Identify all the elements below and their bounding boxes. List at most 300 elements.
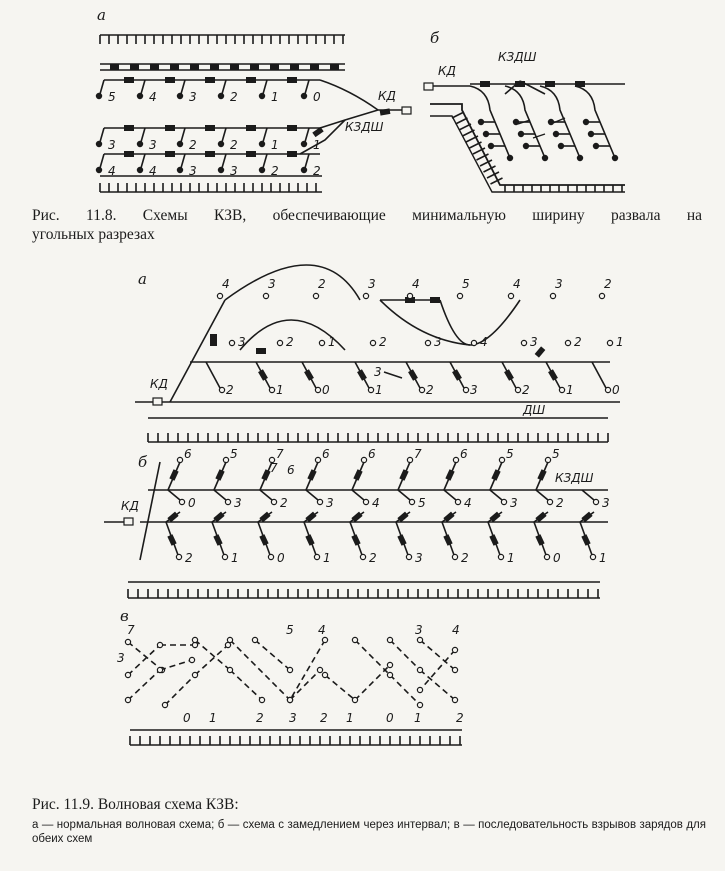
fig-11-9b-upper-number: 4 bbox=[372, 496, 380, 510]
fig-11-8a-charge bbox=[137, 93, 142, 98]
fig-11-9v-bottom-number: 1 bbox=[414, 711, 422, 725]
fig-11-8a-number: 1 bbox=[271, 138, 279, 152]
fig-11-9a-charge bbox=[313, 293, 318, 298]
fig-11-8a-feed-line bbox=[320, 80, 378, 110]
fig-11-9v-charge bbox=[162, 702, 167, 707]
fig-11-9b-charge bbox=[409, 499, 414, 504]
fig-11-8b-charge bbox=[583, 119, 588, 124]
fig-11-9-caption-title: Рис. 11.9. Волновая схема КЗВ: bbox=[32, 796, 239, 813]
fig-11-9b-branch bbox=[444, 462, 456, 490]
fig-11-8a-branch bbox=[181, 154, 185, 168]
fig-11-9b-charge bbox=[268, 554, 273, 559]
fig-11-9v-number: 4 bbox=[452, 623, 460, 637]
fig-11-8a-relay bbox=[165, 151, 175, 157]
fig-11-8a-number: 3 bbox=[189, 164, 197, 178]
fig-11-9a-charge bbox=[508, 293, 513, 298]
fig-11-9a-relay bbox=[304, 369, 314, 380]
fig-11-9b-top-number: 7 bbox=[414, 447, 422, 461]
fig-11-8b-charge bbox=[558, 143, 563, 148]
fig-11-9a-charge bbox=[457, 293, 462, 298]
fig-11-9v-number: 3 bbox=[117, 651, 125, 665]
fig-11-9b-lower-number: 0 bbox=[553, 551, 561, 565]
fig-11-8a-charge bbox=[301, 167, 306, 172]
fig-11-9b-upper-number: 2 bbox=[556, 496, 564, 510]
fig-11-9b-charge bbox=[498, 554, 503, 559]
fig-11-9b-charge bbox=[225, 499, 230, 504]
fig-11-9b-charge bbox=[314, 554, 319, 559]
fig-11-8a-number: 3 bbox=[230, 164, 238, 178]
fig-11-9a-branch bbox=[206, 362, 220, 388]
fig-11-8a-relay bbox=[165, 77, 175, 83]
fig-11-9b-branch bbox=[398, 490, 410, 500]
fig-11-9a-relay bbox=[210, 334, 217, 346]
fig-11-9b-top-number: 6 bbox=[460, 447, 468, 461]
fig-11-9b-upper-number: 4 bbox=[464, 496, 472, 510]
fig-11-9b-kzdsh-label: КЗДШ bbox=[555, 471, 594, 485]
fig-11-9b-lower-number: 2 bbox=[369, 551, 377, 565]
fig-11-9b-lower-number: 1 bbox=[231, 551, 239, 565]
fig-11-9a-charge bbox=[425, 340, 430, 345]
fig-11-9b-note-seven: 7 bbox=[270, 461, 278, 475]
fig-11-8a-relay bbox=[246, 125, 256, 131]
fig-11-8a-charge bbox=[259, 167, 264, 172]
fig-11-9b-charge bbox=[177, 457, 182, 462]
fig-11-9v-charge bbox=[387, 637, 392, 642]
fig-11-8a-band-mark bbox=[130, 64, 139, 70]
fig-11-9b-upper-number: 3 bbox=[326, 496, 334, 510]
fig-11-9v-bottom-number: 2 bbox=[320, 711, 328, 725]
fig-11-9b-lower-number: 1 bbox=[507, 551, 515, 565]
fig-11-8a-number: 2 bbox=[230, 90, 238, 104]
fig-11-9v-dashed-link bbox=[390, 640, 420, 670]
fig-11-8a-branch bbox=[263, 154, 267, 168]
fig-11-9a-top-number: 4 bbox=[222, 277, 230, 291]
fig-11-8a-branch bbox=[305, 154, 309, 168]
fig-11-9a-kd-box bbox=[153, 398, 162, 405]
fig-11-8a-title: а bbox=[97, 6, 106, 24]
fig-11-9b-top-number: 5 bbox=[230, 447, 238, 461]
fig-11-9b-charge bbox=[544, 554, 549, 559]
fig-11-9b-relay bbox=[351, 534, 360, 545]
fig-11-9v-bottom-number: 0 bbox=[386, 711, 394, 725]
fig-11-9a-bot-number: 2 bbox=[426, 383, 434, 397]
fig-11-9b-charge bbox=[452, 554, 457, 559]
fig-11-8a-charge bbox=[301, 141, 306, 146]
fig-11-9v-charge bbox=[125, 672, 130, 677]
fig-11-9a-charge bbox=[515, 387, 520, 392]
fig-11-9v-dashed-link bbox=[195, 645, 228, 675]
fig-11-9a-charge bbox=[269, 387, 274, 392]
fig-11-9v-charge bbox=[189, 657, 194, 662]
fig-11-9v-charge bbox=[417, 667, 422, 672]
fig-11-9b-charge bbox=[590, 554, 595, 559]
fig-11-8a-band-mark bbox=[270, 64, 279, 70]
fig-11-9b-charge bbox=[223, 457, 228, 462]
fig-11-9b-branch bbox=[168, 490, 180, 500]
fig-11-8a-relay bbox=[287, 151, 297, 157]
fig-11-8a-band-mark bbox=[330, 64, 339, 70]
fig-11-9v-number: 5 bbox=[286, 623, 294, 637]
fig-11-9b-charge bbox=[315, 457, 320, 462]
fig-11-8b-kd-label: КД bbox=[438, 64, 456, 78]
fig-11-9a-charge bbox=[463, 387, 468, 392]
fig-11-9v-dashed-link bbox=[195, 640, 230, 670]
fig-11-9v-dashed-link bbox=[230, 640, 290, 700]
fig-11-8a-relay bbox=[205, 125, 215, 131]
fig-11-9a-charge bbox=[277, 340, 282, 345]
fig-11-9a-mid-number: 3 bbox=[238, 335, 246, 349]
fig-11-8b-charge bbox=[588, 131, 593, 136]
fig-11-8a-kd-label: КД bbox=[378, 89, 396, 103]
fig-11-8a-charge bbox=[96, 167, 101, 172]
fig-11-9v-dashed-link bbox=[128, 642, 162, 670]
fig-11-9a-mid-number: 2 bbox=[574, 335, 582, 349]
fig-11-8a-number: 2 bbox=[189, 138, 197, 152]
fig-11-9a-charge bbox=[471, 340, 476, 345]
fig-11-9a-mid-dip bbox=[380, 300, 470, 345]
fig-11-8a-charge bbox=[137, 167, 142, 172]
fig-11-9b-charge bbox=[176, 554, 181, 559]
fig-11-9a-bot-number: 2 bbox=[226, 383, 234, 397]
fig-11-9v-charge bbox=[387, 672, 392, 677]
fig-11-9b-charge bbox=[179, 499, 184, 504]
fig-11-9a-bot-number: 0 bbox=[612, 383, 620, 397]
fig-11-9b-charge bbox=[407, 457, 412, 462]
fig-11-9b-title: б bbox=[138, 453, 148, 471]
fig-11-9b-relay bbox=[535, 534, 544, 545]
fig-11-9b-charge bbox=[499, 457, 504, 462]
fig-11-8a-number: 4 bbox=[149, 164, 157, 178]
fig-11-8a-number: 2 bbox=[313, 164, 321, 178]
fig-11-9a-top-number: 3 bbox=[555, 277, 563, 291]
fig-11-9v-charge bbox=[192, 672, 197, 677]
fig-11-8b-hatch bbox=[459, 124, 471, 130]
fig-11-8b-hatch bbox=[452, 112, 464, 118]
fig-11-9b-top-number: 6 bbox=[322, 447, 330, 461]
fig-11-8a-branch bbox=[222, 154, 226, 168]
fig-11-9v-charge bbox=[192, 637, 197, 642]
fig-11-9a-charge bbox=[229, 340, 234, 345]
fig-11-8b-relay bbox=[480, 81, 490, 87]
fig-11-9v-charge bbox=[317, 667, 322, 672]
fig-11-9b-branch bbox=[582, 490, 594, 500]
fig-11-8a-number: 3 bbox=[189, 90, 197, 104]
fig-11-9a-bot-number: 3 bbox=[470, 383, 478, 397]
fig-11-8a-band-mark bbox=[250, 64, 259, 70]
fig-11-9v-number: 7 bbox=[127, 623, 135, 637]
fig-11-9a-charge bbox=[605, 387, 610, 392]
fig-11-9v-charge bbox=[227, 637, 232, 642]
fig-11-9a-mid-number: 1 bbox=[328, 335, 336, 349]
fig-11-9a-relay bbox=[452, 369, 462, 380]
fig-11-9a-charge bbox=[315, 387, 320, 392]
fig-11-9v-charge bbox=[452, 647, 457, 652]
fig-11-9a-charge bbox=[319, 340, 324, 345]
fig-11-9b-branch bbox=[490, 462, 502, 490]
fig-11-9a-mid-number: 3 bbox=[530, 335, 538, 349]
fig-11-9v-dashed-link bbox=[160, 660, 192, 670]
fig-11-9v-charge bbox=[322, 672, 327, 677]
fig-11-8a-branch bbox=[263, 80, 267, 94]
fig-11-9v-charge bbox=[452, 667, 457, 672]
fig-11-9b-branch bbox=[214, 490, 226, 500]
fig-11-8b-title: б bbox=[430, 29, 440, 47]
fig-11-8a-band-mark bbox=[170, 64, 179, 70]
fig-11-9b-charge bbox=[547, 499, 552, 504]
fig-11-9a-charge bbox=[565, 340, 570, 345]
fig-11-9v-charge bbox=[227, 667, 232, 672]
fig-11-8a-band-mark bbox=[190, 64, 199, 70]
fig-11-9b-kd-label: КД bbox=[121, 499, 139, 513]
fig-11-8a-kzdsh-label: КЗДШ bbox=[345, 120, 384, 134]
fig-11-8b-charge bbox=[483, 131, 488, 136]
fig-11-8b-charge bbox=[488, 143, 493, 148]
fig-11-9b-riser bbox=[140, 462, 160, 560]
fig-11-9a-bot-number: 1 bbox=[276, 383, 284, 397]
fig-11-9b-charge bbox=[317, 499, 322, 504]
fig-11-8b-charge bbox=[523, 143, 528, 148]
fig-11-9a-charge bbox=[559, 387, 564, 392]
fig-11-9a-top-number: 5 bbox=[462, 277, 470, 291]
fig-11-8a-branch bbox=[141, 154, 145, 168]
fig-11-8a-branch bbox=[222, 80, 226, 94]
fig-11-9v-charge bbox=[252, 637, 257, 642]
fig-11-8b-lead bbox=[520, 81, 545, 94]
fig-11-9a-riser bbox=[170, 300, 225, 402]
fig-11-8a-relay bbox=[246, 151, 256, 157]
fig-11-9v-number: 4 bbox=[318, 623, 326, 637]
fig-11-8a-relay bbox=[124, 151, 134, 157]
fig-11-9a-note-pointer bbox=[384, 372, 402, 378]
fig-11-9b-charge bbox=[593, 499, 598, 504]
fig-11-9b-upper-number: 2 bbox=[280, 496, 288, 510]
fig-11-8a-number: 2 bbox=[230, 138, 238, 152]
fig-11-8b-charge bbox=[612, 155, 617, 160]
fig-11-9a-mid-number: 4 bbox=[480, 335, 488, 349]
fig-11-9v-charge bbox=[157, 667, 162, 672]
fig-11-9b-kd-box bbox=[124, 518, 133, 525]
fig-11-9a-charge bbox=[607, 340, 612, 345]
fig-11-8a-charge bbox=[218, 93, 223, 98]
fig-11-9b-charge bbox=[361, 457, 366, 462]
fig-11-9v-charge bbox=[352, 697, 357, 702]
fig-11-8b-charge bbox=[577, 155, 582, 160]
fig-11-8a-band-mark bbox=[310, 64, 319, 70]
fig-11-9a-top-number: 3 bbox=[268, 277, 276, 291]
fig-11-9v-charge bbox=[387, 662, 392, 667]
fig-11-8a-branch bbox=[100, 80, 104, 94]
fig-11-9a-charge bbox=[550, 293, 555, 298]
fig-11-8a-charge bbox=[259, 141, 264, 146]
fig-11-8a-band-mark bbox=[290, 64, 299, 70]
fig-11-8a-number: 4 bbox=[149, 90, 157, 104]
fig-11-8a-charge bbox=[96, 141, 101, 146]
fig-11-9b-lower-number: 2 bbox=[461, 551, 469, 565]
fig-11-8a-charge bbox=[218, 141, 223, 146]
fig-11-9b-relay bbox=[305, 534, 314, 545]
fig-11-9b-branch bbox=[444, 490, 456, 500]
fig-11-9b-lower-number: 1 bbox=[599, 551, 607, 565]
fig-11-8a-branch bbox=[263, 128, 267, 142]
fig-11-9a-dsh-label: ДШ bbox=[523, 403, 546, 417]
fig-11-8a-band-mark bbox=[230, 64, 239, 70]
fig-11-8a-branch bbox=[141, 128, 145, 142]
fig-11-9a-arch-left bbox=[225, 265, 360, 300]
fig-11-9v-charge bbox=[287, 697, 292, 702]
fig-11-9b-charge bbox=[360, 554, 365, 559]
fig-11-8b-charge bbox=[518, 131, 523, 136]
fig-11-9a-relay bbox=[357, 369, 367, 380]
fig-11-8-caption-line1: Рис. 11.8. Схемы КЗВ, обеспечивающие минимальную ширину развала на bbox=[32, 207, 702, 224]
fig-11-8b-kd-box bbox=[424, 83, 433, 90]
fig-11-9v-charge bbox=[417, 702, 422, 707]
fig-11-8a-number: 1 bbox=[271, 90, 279, 104]
fig-11-9a-bot-number: 2 bbox=[522, 383, 530, 397]
fig-11-8a-relay bbox=[124, 125, 134, 131]
fig-11-9v-title: в bbox=[120, 607, 129, 625]
fig-11-8b-bench-inner bbox=[430, 116, 625, 192]
fig-11-9a-charge bbox=[407, 293, 412, 298]
fig-11-9a-top-number: 4 bbox=[412, 277, 420, 291]
fig-11-9a-charge bbox=[363, 293, 368, 298]
fig-11-9b-note-six: 6 bbox=[287, 463, 295, 477]
fig-11-9a-top-number: 2 bbox=[604, 277, 612, 291]
fig-11-9v-dashed-link bbox=[128, 645, 160, 675]
fig-11-9b-branch bbox=[536, 490, 548, 500]
fig-11-9v-charge bbox=[125, 639, 130, 644]
fig-11-9b-relay bbox=[489, 534, 498, 545]
fig-11-9a-charge bbox=[219, 387, 224, 392]
fig-11-9b-charge bbox=[363, 499, 368, 504]
fig-11-9b-branch bbox=[536, 462, 548, 490]
fig-11-9a-relay bbox=[256, 348, 266, 354]
fig-11-9a-relay bbox=[430, 297, 440, 303]
fig-11-9b-relay bbox=[443, 534, 452, 545]
fig-11-9a-charge bbox=[419, 387, 424, 392]
fig-11-9v-charge bbox=[417, 687, 422, 692]
fig-11-9v-charge bbox=[125, 697, 130, 702]
fig-11-8a-band-mark bbox=[210, 64, 219, 70]
fig-11-9v-bottom-number: 2 bbox=[256, 711, 264, 725]
fig-11-8a-branch bbox=[305, 128, 309, 142]
fig-11-9b-branch bbox=[306, 462, 318, 490]
fig-11-8a-charge bbox=[177, 167, 182, 172]
fig-11-9v-dashed-link bbox=[390, 675, 420, 705]
fig-11-9b-relay bbox=[167, 534, 176, 545]
fig-11-8a-number: 3 bbox=[108, 138, 116, 152]
fig-11-9b-lower-number: 1 bbox=[323, 551, 331, 565]
fig-11-9b-relay bbox=[397, 534, 406, 545]
fig-11-9v-dashed-link bbox=[420, 640, 455, 670]
fig-11-9b-charge bbox=[455, 499, 460, 504]
fig-11-9b-top-number: 6 bbox=[184, 447, 192, 461]
fig-11-9a-top-number: 2 bbox=[318, 277, 326, 291]
fig-11-9b-branch bbox=[352, 462, 364, 490]
fig-11-9b-charge bbox=[501, 499, 506, 504]
fig-11-9b-branch bbox=[214, 462, 226, 490]
fig-11-8a-branch bbox=[181, 128, 185, 142]
fig-11-9b-branch bbox=[490, 490, 502, 500]
fig-11-9v-dashed-link bbox=[290, 670, 320, 700]
fig-11-8-caption-line2: угольных разрезах bbox=[32, 226, 155, 243]
fig-11-8a-number: 3 bbox=[149, 138, 157, 152]
fig-11-9a-bot-number: 1 bbox=[375, 383, 383, 397]
fig-11-9v-dashed-link bbox=[128, 670, 160, 700]
fig-11-9b-relay bbox=[259, 534, 268, 545]
fig-11-8a-number: 0 bbox=[313, 90, 321, 104]
fig-11-9v-dashed-link bbox=[165, 675, 195, 705]
fig-11-9a-charge bbox=[368, 387, 373, 392]
fig-11-9a-top-number: 3 bbox=[368, 277, 376, 291]
fig-11-9b-upper-number: 5 bbox=[418, 496, 426, 510]
fig-11-8a-branch bbox=[181, 80, 185, 94]
fig-11-9v-dashed-link bbox=[325, 675, 355, 700]
fig-11-9a-title: а bbox=[138, 270, 147, 288]
fig-11-8a-branch bbox=[305, 80, 309, 94]
fig-11-9b-top-number: 5 bbox=[506, 447, 514, 461]
fig-11-8a-charge bbox=[301, 93, 306, 98]
fig-11-8b-charge bbox=[548, 119, 553, 124]
fig-11-8a-relay bbox=[287, 77, 297, 83]
fig-11-9b-lower-number: 0 bbox=[277, 551, 285, 565]
fig-11-9v-charge bbox=[352, 637, 357, 642]
fig-11-8a-number: 5 bbox=[108, 90, 116, 104]
fig-11-8a-relay bbox=[205, 151, 215, 157]
fig-11-9v-bottom-number: 3 bbox=[289, 711, 297, 725]
fig-11-9a-mid-number: 3 bbox=[434, 335, 442, 349]
fig-11-8a-relay bbox=[124, 77, 134, 83]
fig-11-9a-note-number: 3 bbox=[374, 365, 382, 379]
fig-11-9b-upper-number: 3 bbox=[510, 496, 518, 510]
fig-11-8b-charge bbox=[513, 119, 518, 124]
fig-11-8a-branch bbox=[100, 128, 104, 142]
fig-11-9a-mid-number: 1 bbox=[616, 335, 624, 349]
fig-11-9a-mid-number: 2 bbox=[379, 335, 387, 349]
fig-11-9b-branch bbox=[260, 490, 272, 500]
fig-11-9a-charge bbox=[521, 340, 526, 345]
fig-11-9v-charge bbox=[287, 667, 292, 672]
fig-11-9v-dashed-link bbox=[255, 640, 290, 670]
fig-11-9b-charge bbox=[406, 554, 411, 559]
fig-11-8a-charge bbox=[177, 93, 182, 98]
fig-11-9b-upper-number: 3 bbox=[602, 496, 610, 510]
fig-11-9a-kd-label: КД bbox=[150, 377, 168, 391]
fig-11-8a-kd-box bbox=[402, 107, 411, 114]
fig-11-9v-bottom-number: 1 bbox=[209, 711, 217, 725]
fig-11-9b-branch bbox=[168, 462, 180, 490]
fig-11-9v-bottom-number: 1 bbox=[346, 711, 354, 725]
fig-11-9v-bottom-number: 0 bbox=[183, 711, 191, 725]
fig-11-9a-relay bbox=[548, 369, 558, 380]
fig-11-8b-hatch bbox=[456, 118, 468, 124]
fig-11-9b-upper-number: 3 bbox=[234, 496, 242, 510]
fig-11-9a-top-number: 4 bbox=[513, 277, 521, 291]
fig-11-9v-charge bbox=[322, 637, 327, 642]
fig-11-9b-charge bbox=[271, 499, 276, 504]
fig-11-9a-branch bbox=[592, 362, 606, 388]
fig-11-9b-lower-number: 3 bbox=[415, 551, 423, 565]
fig-11-9v-number: 3 bbox=[415, 623, 423, 637]
fig-11-8a-branch bbox=[222, 128, 226, 142]
fig-11-9b-upper-number: 0 bbox=[188, 496, 196, 510]
fig-11-8a-charge bbox=[96, 93, 101, 98]
fig-11-8a-band-mark bbox=[150, 64, 159, 70]
fig-11-9b-charge bbox=[453, 457, 458, 462]
fig-11-9b-top-number: 7 bbox=[276, 447, 284, 461]
fig-11-9a-relay bbox=[408, 369, 418, 380]
fig-11-8b-kzdsh-label: КЗДШ bbox=[498, 50, 537, 64]
fig-11-9b-top-number: 5 bbox=[552, 447, 560, 461]
